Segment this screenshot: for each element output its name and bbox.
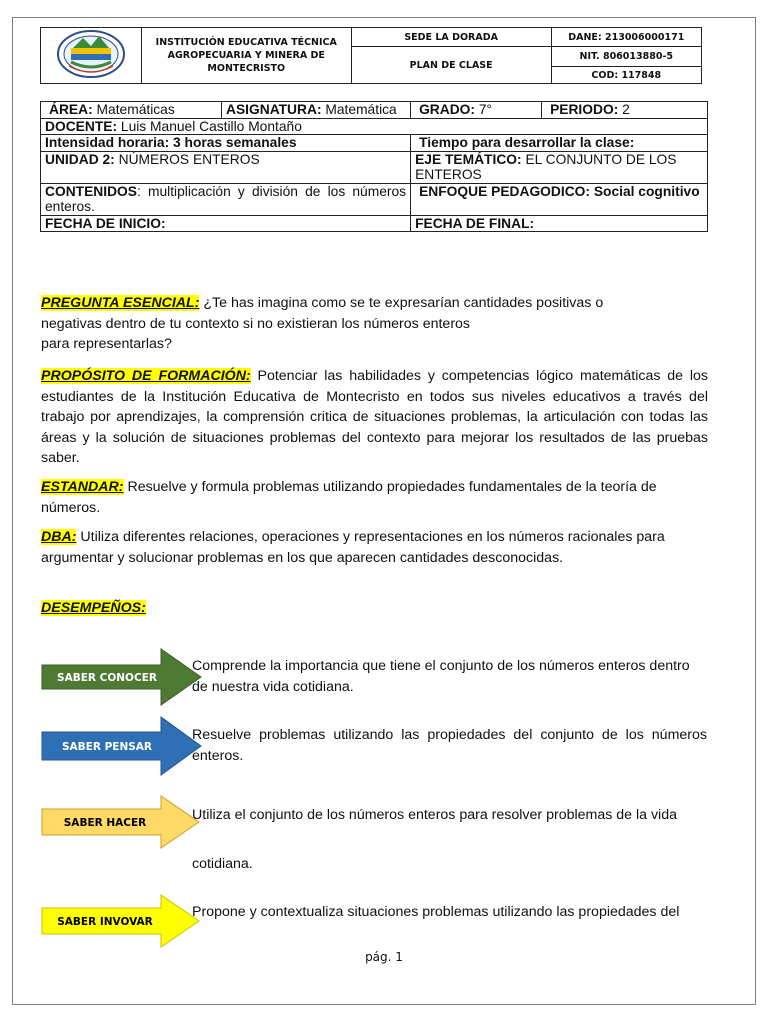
- institution-header: [40, 27, 702, 84]
- dba-label: DBA:: [41, 529, 77, 545]
- eje-cell: EJE TEMÁTICO: EL CONJUNTO DE LOS ENTEROS: [411, 151, 708, 183]
- blue-arrow-icon: [41, 716, 203, 776]
- plan-cell: PLAN DE CLASE: [351, 47, 551, 84]
- green-arrow-icon: [41, 648, 203, 706]
- class-info-table: [40, 101, 708, 232]
- arrow-label: SABER CONOCER: [57, 672, 157, 684]
- periodo-cell: PERIODO: 2: [542, 102, 708, 119]
- estandar-label: ESTANDAR:: [41, 479, 124, 495]
- cod-cell: COD: 117848: [551, 67, 701, 84]
- proposito-formacion: PROPÓSITO DE FORMACIÓN: Potenciar las habilidades y competencias lógico matemáticas de los estudiantes de la Institución Educativa de Montecristo en todos sus niveles educativos a través del trabajo por aprendizajes, la comprensión critica de situaciones problemas, la articulación con todas las áreas y la solución de situaciones problemas del contexto para mejorar los resultados de las pruebas saber.: [41, 368, 709, 466]
- pregunta-label: PREGUNTA ESENCIAL:: [41, 295, 200, 311]
- desempeno-text: Comprende la importancia que tiene el conjunto de los números enteros dentro de nuestra vida cotidiana.: [192, 658, 690, 695]
- yellow-arrow-icon: [41, 894, 203, 948]
- docente-cell: DOCENTE: Luis Manuel Castillo Montaño: [41, 118, 708, 135]
- desempeno-text: Propone y contextualiza situaciones problemas utilizando las propiedades del: [192, 904, 680, 920]
- orange-arrow-icon: [41, 795, 203, 849]
- desempeno-text-continued: cotidiana.: [192, 856, 253, 872]
- pregunta-esencial: PREGUNTA ESENCIAL: ¿Te has imagina como se te expresarían cantidades positivas o negativas dentro de tu contexto si no existieran los números enteros para representarlas?: [41, 295, 604, 352]
- sede-cell: SEDE LA DORADA: [351, 28, 551, 47]
- grado-cell: GRADO: 7°: [411, 102, 542, 119]
- enfoque-cell: ENFOQUE PEDAGODICO: Social cognitivo: [411, 183, 708, 215]
- dba: DBA: Utiliza diferentes relaciones, operaciones y representaciones en los números racionales para argumentar y solucionar problemas en los que aparecen cantidades desconocidas.: [41, 529, 665, 566]
- area-cell: ÁREA: Matemáticas: [41, 102, 222, 119]
- estandar: ESTANDAR: Resuelve y formula problemas utilizando propiedades fundamentales de la teoría de números.: [41, 479, 657, 516]
- arrow-label: SABER INVOVAR: [57, 916, 153, 928]
- contenidos-cell: CONTENIDOS: multiplicación y división de los números enteros.: [41, 183, 411, 215]
- desempeno-text: Resuelve problemas utilizando las propiedades del conjunto de los números enteros.: [192, 727, 707, 764]
- arrow-label: SABER PENSAR: [61, 741, 153, 753]
- arrow-label: SABER HACER: [63, 817, 147, 829]
- unidad-cell: UNIDAD 2: NÚMEROS ENTEROS: [41, 151, 411, 183]
- desempenos-heading: DESEMPEÑOS:: [41, 600, 146, 616]
- asignatura-cell: ASIGNATURA: Matemática: [222, 102, 411, 119]
- fecha-inicio-cell: FECHA DE INICIO:: [41, 215, 411, 232]
- logo-cell: [41, 28, 142, 84]
- intensidad-cell: Intensidad horaria: 3 horas semanales: [41, 135, 411, 152]
- desempeno-text: Utiliza el conjunto de los números enteros para resolver problemas de la vida: [192, 807, 677, 823]
- institution-seal-icon: [55, 28, 127, 80]
- fecha-final-cell: FECHA DE FINAL:: [411, 215, 708, 232]
- dane-cell: DANE: 213006000171: [551, 28, 701, 47]
- tiempo-cell: Tiempo para desarrollar la clase:: [411, 135, 708, 152]
- institution-name: INSTITUCIÓN EDUCATIVA TÉCNICA AGROPECUARIA Y MINERA DE MONTECRISTO: [141, 28, 351, 84]
- proposito-label: PROPÓSITO DE FORMACIÓN:: [41, 368, 251, 384]
- nit-cell: NIT. 806013880-5: [551, 47, 701, 67]
- page-number: pág. 1: [365, 950, 403, 964]
